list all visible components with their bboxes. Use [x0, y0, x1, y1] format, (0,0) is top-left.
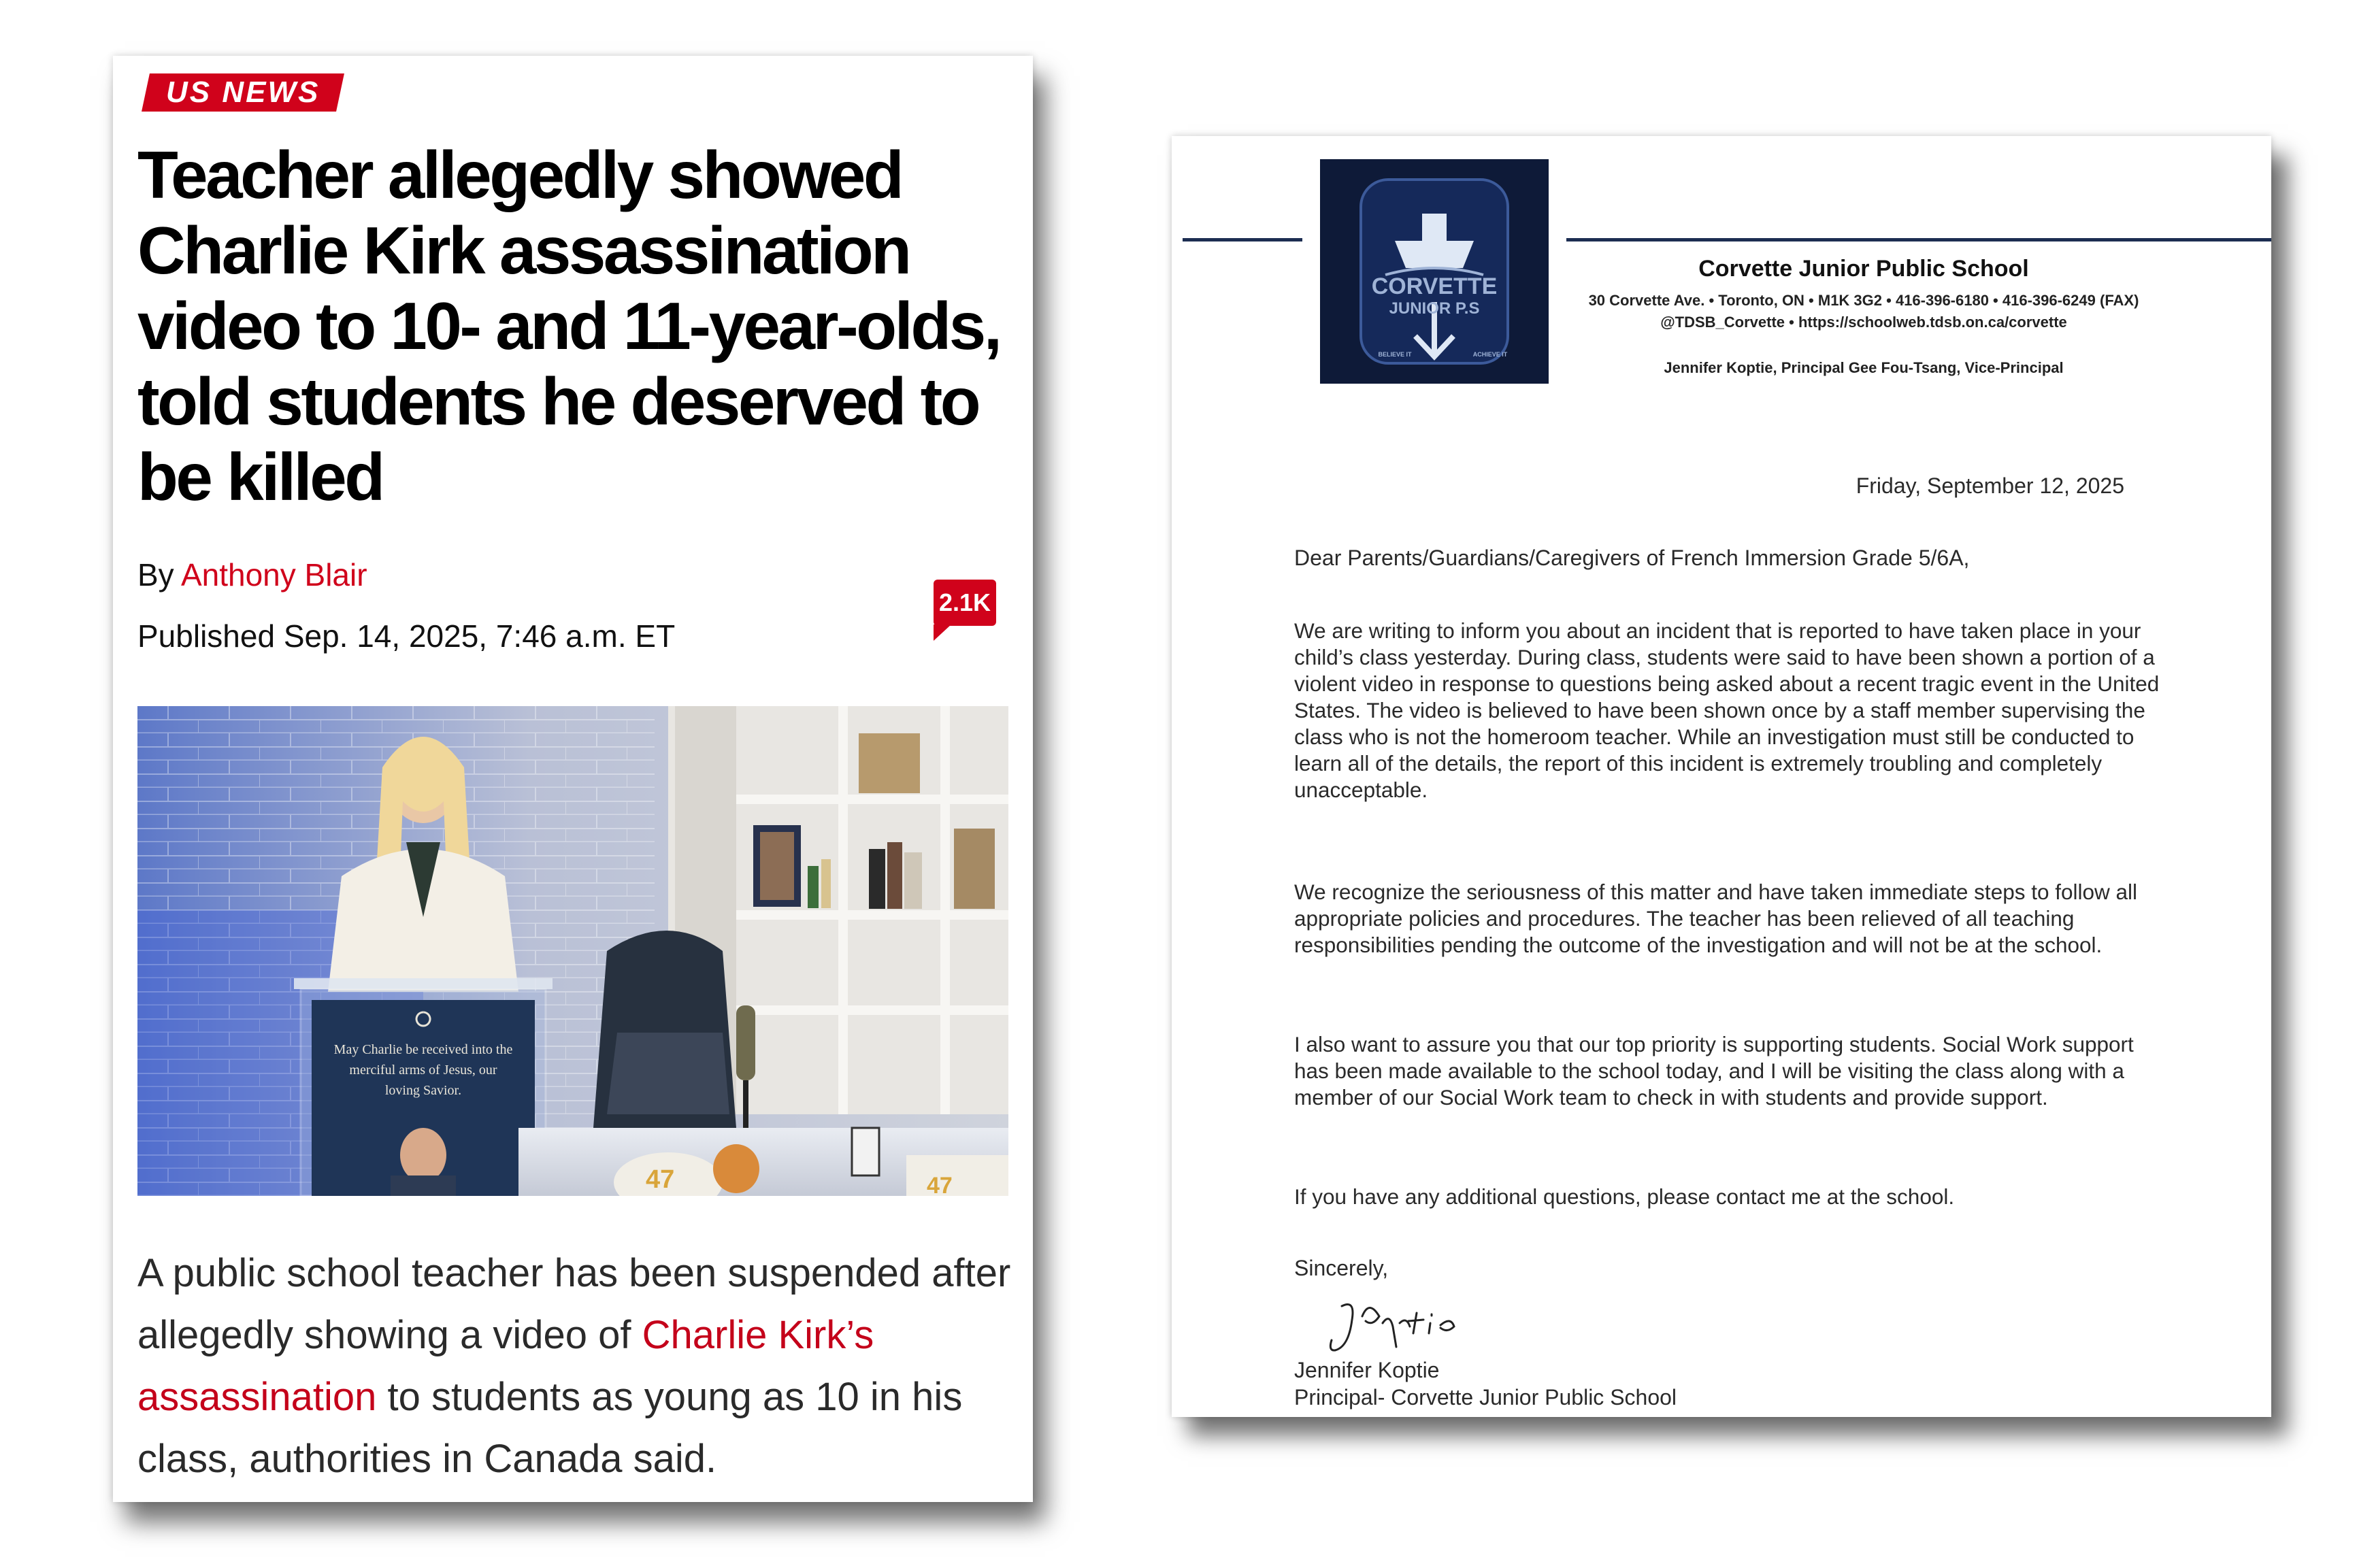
lede-text-before: A public school teacher has been suspended after allegedly showing a video of	[137, 1251, 1011, 1357]
school-name: Corvette Junior Public School	[1698, 256, 2029, 282]
school-logo	[1320, 159, 1549, 384]
ship-emblem-icon	[1320, 159, 1549, 384]
logo-text-corvette: CORVETTE	[1371, 273, 1498, 299]
address-line-2: @TDSB_Corvette • https://schoolweb.tdsb.on.ca/corvette	[1660, 314, 2067, 331]
comment-count: 2.1K	[938, 588, 991, 616]
section-tag-us-news[interactable]	[142, 73, 344, 112]
letter-salutation: Dear Parents/Guardians/Caregivers of French Immersion Grade 5/6A,	[1294, 546, 1970, 570]
lede-link-charlie-kirk[interactable]: Charlie Kirk’s assassination	[137, 1313, 874, 1419]
byline	[137, 556, 367, 593]
article-photo[interactable]	[137, 706, 1008, 1196]
published-timestamp: Published Sep. 14, 2025, 7:46 a.m. ET	[137, 618, 676, 654]
school-staff-line: Jennifer Koptie, Principal Gee Fou-Tsang, Vice-Principal	[1664, 359, 2064, 376]
news-article-card	[113, 56, 1033, 1502]
letter-paragraph-2: We recognize the seriousness of this matter and have taken immediate steps to follow all appropriate policies and procedures. The teacher has been relieved of all teaching responsibilities pending the outcome of the investigation and will not be at the school.	[1294, 880, 2138, 957]
header-rule-right	[1566, 238, 2271, 241]
signer-title: Principal- Corvette Junior Public School	[1294, 1385, 1677, 1409]
handwritten-signature	[1315, 1286, 1471, 1361]
logo-text-junior-ps: JUNIOR P.S	[1389, 299, 1480, 318]
comment-count-badge[interactable]	[934, 580, 996, 626]
address-line-1: 30 Corvette Ave. • Toronto, ON • M1K 3G2 • 416-396-6180 • 416-396-6249 (FAX)	[1588, 292, 2139, 309]
author-link[interactable]: Anthony Blair	[180, 557, 367, 593]
header-rule-left	[1183, 238, 1302, 241]
article-lede	[137, 1242, 1015, 1490]
cap-number-2: 47	[927, 1173, 953, 1196]
letter-paragraph-4: If you have any additional questions, please contact me at the school.	[1294, 1184, 1955, 1209]
school-address	[1553, 290, 2175, 333]
logo-motto-left: BELIEVE IT	[1378, 351, 1412, 358]
photo-illustration	[137, 706, 1008, 1196]
section-tag-label: US NEWS	[166, 76, 320, 109]
letter-paragraph-1: We are writing to inform you about an incident that is reported to have taken place in your child’s class yesterday. During class, students were said to have been shown a portion of a violent video in response to questions being asked about a recent tragic event in the United States. The video is believed to have been shown once by a staff member supervising the class who is not the homeroom teacher. While an investigation must still be conducted to learn all of the details, the report of this incident is extremely troubling and completely unacceptable.	[1294, 618, 2160, 802]
podium-sign-text: May Charlie be received into the merciful arms of Jesus, our loving Savior.	[333, 1042, 513, 1098]
letter-paragraph-3: I also want to assure you that our top priority is supporting students. Social Work support has been made available to the school today, and I will be visiting the class along with a member of our Social Work team to check in with students and provide support.	[1294, 1032, 2134, 1110]
logo-motto-right: ACHIEVE IT	[1472, 351, 1508, 358]
lede-text-after: to students as young as 10 in his class, authorities in Canada said.	[137, 1375, 963, 1481]
article-headline: Teacher allegedly showed Charlie Kirk assassination video to 10- and 11-year-olds, told students he deserved to be killed	[137, 137, 1000, 514]
letter-date: Friday, September 12, 2025	[1856, 473, 2124, 498]
cap-number-1: 47	[646, 1165, 675, 1194]
byline-prefix: By	[137, 557, 174, 593]
letter-closing: Sincerely,	[1294, 1256, 1389, 1280]
school-letter	[1172, 136, 2271, 1417]
signer-name: Jennifer Koptie	[1294, 1358, 1440, 1382]
